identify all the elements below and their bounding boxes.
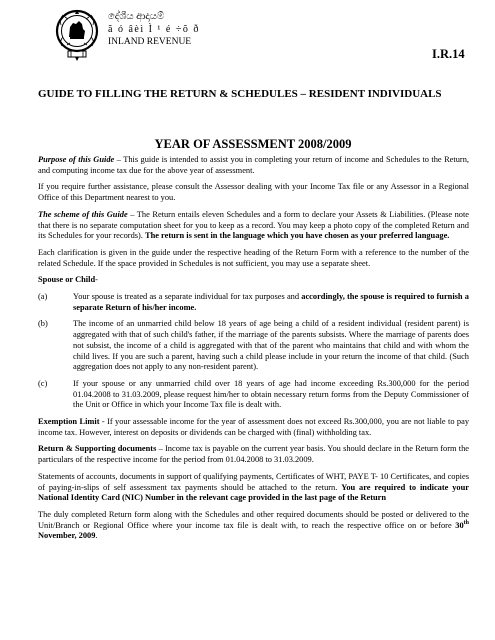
item-bold-text: accordingly, the spouse is required to furnish a separate Return of his/her income.: [73, 292, 469, 312]
item-label: (c): [38, 378, 48, 388]
exemption-paragraph: [38, 417, 469, 438]
exemption-heading: Exemption Limit: [38, 417, 100, 427]
nic-instruction: You are required to indicate your National Identity Card (NIC) Number in the relevant cage provided in the last page of the Return: [38, 482, 469, 503]
return-docs-heading: Return & Supporting documents: [38, 444, 157, 454]
form-code: I.R.14: [432, 47, 465, 61]
exemption-text: - If your assessable income for the year of assessment does not exceed Rs.300,000, you are not liable to pay income tax. However, interest on deposits or dividends can be charged with (final) withholding tax.: [38, 417, 470, 437]
item-text: Your spouse is treated as a separate individual for tax purposes and: [73, 292, 302, 302]
scheme-paragraph: [38, 210, 469, 242]
submission-paragraph: The duly completed Return form along with the Schedules and other required documents should be posted or delivered to the Unit/Branch or Regional Office where your income tax file is dealt with, to reach the respective office on or before 30th November, 2009.: [38, 509, 469, 541]
scheme-bold-text: The return is sent in the language which you have chosen as your preferred language.: [145, 231, 450, 241]
scheme-heading: The scheme of this Guide: [38, 209, 128, 219]
guide-title: GUIDE TO FILLING THE RETURN & SCHEDULES – RESIDENT INDIVIDUALS: [38, 88, 442, 100]
letterhead: [55, 5, 475, 69]
item-label: (b): [38, 319, 48, 329]
year-of-assessment-title: YEAR OF ASSESSMENT 2008/2009: [154, 137, 352, 151]
spouse-item-b: [38, 319, 469, 373]
statements-paragraph: [38, 472, 469, 504]
purpose-heading: Purpose of this Guide: [38, 155, 115, 164]
spouse-child-heading: Spouse or Child-: [38, 275, 98, 285]
return-docs-text: – Income tax is payable on the current year basis. You should declare in the Return form the particulars of the respective income for the period from 01.04.2008 to 31.03.2009.: [38, 444, 469, 465]
purpose-text: – This guide is intended to assist you in completing your return of income and Schedules to the Return, and computing income tax due for the above year of assessment.: [38, 155, 469, 175]
dept-name-tamil: ã ó âèì Ì ¹ é ÷õ ð: [108, 23, 200, 35]
dept-name-english: INLAND REVENUE: [108, 37, 192, 47]
sri-lanka-emblem-icon: [55, 5, 99, 63]
item-label: (a): [38, 292, 48, 302]
scheme-text: – The Return entails eleven Schedules and a form to declare your Assets & Liabilities. (Please note that there is no separate computation sheet for you to keep as a record. You may keep a photo copy of the completed Return and its Schedules for your records).: [38, 209, 469, 241]
dept-name-sinhala: දේශීය ආදායම්: [108, 11, 165, 22]
spouse-item-a: [38, 292, 469, 313]
assistance-paragraph: If you require further assistance, please consult the Assessor dealing with your Income Tax file or any Assessor in a Regional Office of this Department nearest to you.: [38, 182, 469, 203]
guide-body: [38, 155, 469, 548]
department-name: [108, 11, 200, 49]
item-text: If your spouse or any unmarried child over 18 years of age had income exceeding Rs.300,000 for the period 01.04.2008 to 31.03.2009, please request him/her to obtain necessary return forms from the Deputy Commissioner of the Unit or Office in which your Income Tax file is dealt with.: [73, 378, 469, 410]
statements-text: Statements of accounts, documents in support of qualifying payments, Certificates of WHT, PAYE T- 10 Certificates, and copies of paying-in-slips of self assessment tax payments should be attached to the return.: [38, 471, 469, 492]
deadline-date: 30th November, 2009: [38, 519, 469, 541]
purpose-paragraph: [38, 155, 469, 176]
item-text: The income of an unmarried child below 18 years of age being a child of a resident individual (resident parent) is aggregated with that of such child's father, if the marriage of the parents subsists. Where the marriage of parents does not subsist, the income of a child is aggregated with that of the parent who maintains that child and with whom the child lives. If you are such a parent, having such a child please include in your return the income of that child. (Such aggregation does not apply to any non-resident parent).: [73, 319, 469, 372]
return-docs-paragraph: [38, 444, 469, 465]
spouse-item-c: [38, 379, 469, 411]
clarification-paragraph: Each clarification is given in the guide under the respective heading of the Return Form with a reference to the number of the related Schedule. If the space provided in Schedules is not sufficient, you may use a separate sheet.: [38, 247, 469, 268]
submission-text: The duly completed Return form along with the Schedules and other required documents should be posted or delivered to the Unit/Branch or Regional Office where your income tax file is dealt with, to reach the respective office on or before: [38, 509, 469, 530]
